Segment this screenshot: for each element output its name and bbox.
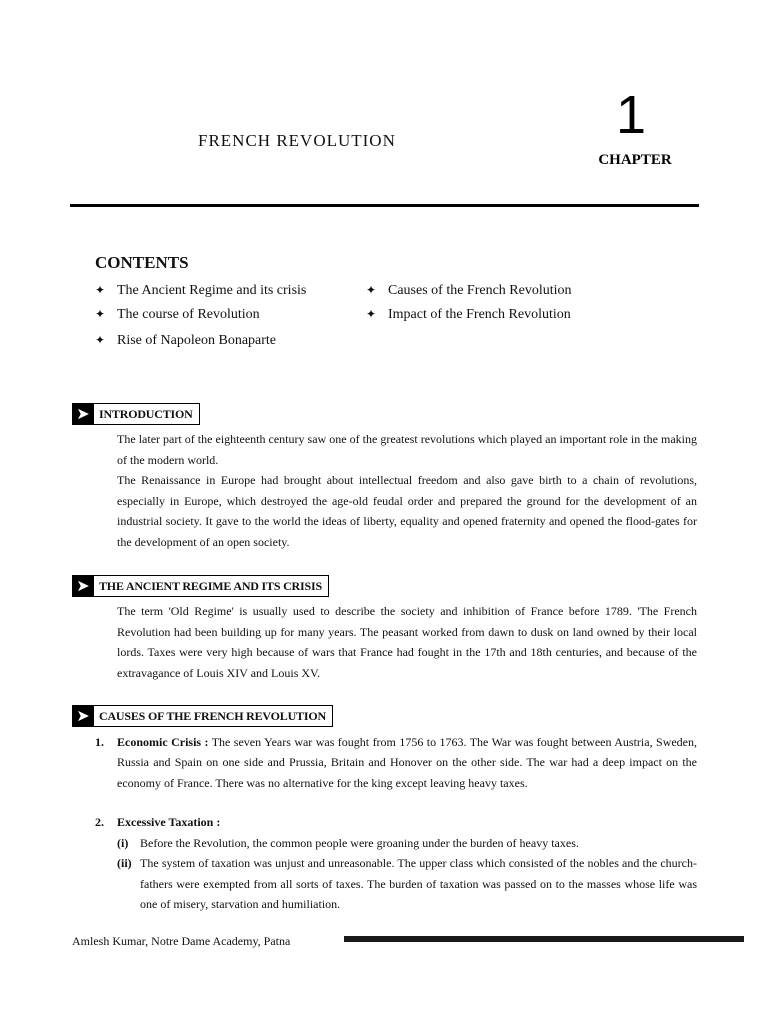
section-heading-causes (72, 705, 333, 727)
footer-author: Amlesh Kumar, Notre Dame Academy, Patna (72, 934, 291, 948)
star-bullet-icon: ✦ (95, 283, 106, 297)
section-heading-introduction (72, 403, 200, 425)
toc-item-label: The course of Revolution (117, 307, 260, 322)
section-heading-label: THE ANCIENT REGIME AND ITS CRISIS (94, 575, 329, 597)
toc-item (95, 331, 276, 350)
sub-item (117, 833, 697, 854)
contents-heading: CONTENTS (95, 253, 189, 272)
item-text: The seven Years war was fought from 1756 to 1763. The War was fought between Austria, Sweden, Russia and Spain on one side and Prussia, Britain and Honover on the other side. The war had a deep impact on the economy of France. There was no alternative for the king except leaving heavy taxes. (117, 735, 698, 790)
toc-item (366, 305, 571, 324)
sub-item (117, 853, 697, 915)
item-title: Excessive Taxation : (117, 815, 221, 829)
toc-item (366, 281, 572, 300)
footer-divider (344, 936, 744, 942)
item-number: 1. (95, 735, 104, 749)
chapter-number: 1 (615, 85, 647, 145)
section-heading-label: CAUSES OF THE FRENCH REVOLUTION (94, 705, 333, 727)
item-title: Economic Crisis : (117, 735, 209, 749)
sub-item-number: (ii) (117, 856, 132, 870)
section-heading-ancient-regime (72, 575, 329, 597)
toc-item-label: Causes of the French Revolution (388, 283, 572, 298)
arrow-right-icon: ➤ (72, 705, 94, 727)
sub-item-text: The system of taxation was unjust and unreasonable. The upper class which consisted of the nobles and the church-fathers were exempted from all sorts of taxes. The burden of taxation was passed on to the masses whose life was one of misery, starvation and humiliation. (140, 856, 697, 911)
toc-item-label: Rise of Napoleon Bonaparte (117, 333, 277, 348)
numbered-item (95, 732, 697, 793)
star-bullet-icon: ✦ (95, 307, 106, 321)
section-heading-label: INTRODUCTION (94, 403, 200, 425)
star-bullet-icon: ✦ (366, 307, 377, 321)
item-number: 2. (95, 815, 104, 829)
sub-item-number: (i) (117, 836, 129, 850)
intro-paragraph: The Renaissance in Europe had brought about intellectual freedom and also gave birth to a chain of revolutions, especially in Europe, which destroyed the age-old feudal order and prepared the ground for the development of an industrial society. It gave to the world the ideas of liberty, equality and opened fraternity and opened the flood-gates for the development of an open society. (117, 473, 697, 550)
toc-item-label: The Ancient Regime and its crisis (117, 283, 307, 298)
intro-paragraph: The later part of the eighteenth century saw one of the greatest revolutions which played an important role in the making of the modern world. (117, 432, 697, 467)
star-bullet-icon: ✦ (366, 283, 377, 297)
numbered-item (95, 812, 697, 832)
sub-item-text: Before the Revolution, the common people were groaning under the burden of heavy taxes. (140, 836, 579, 850)
chapter-label: CHAPTER (598, 152, 672, 168)
arrow-right-icon: ➤ (72, 575, 94, 597)
page-title: FRENCH REVOLUTION (198, 131, 396, 150)
toc-item-label: Impact of the French Revolution (388, 307, 571, 322)
toc-item (95, 281, 306, 300)
title-divider (70, 204, 699, 207)
star-bullet-icon: ✦ (95, 333, 106, 347)
toc-item (95, 305, 260, 324)
arrow-right-icon: ➤ (72, 403, 94, 425)
ancient-regime-paragraph: The term 'Old Regime' is usually used to describe the society and inhibition of France before 1789. 'The French Revolution had been building up for many years. The peasant worked from dawn to dusk on land owned by their local lords. Taxes were very high because of wars that France had fought in the 17th and 18th centuries, and because of the extravagance of Louis XIV and Louis XV. (117, 604, 697, 681)
